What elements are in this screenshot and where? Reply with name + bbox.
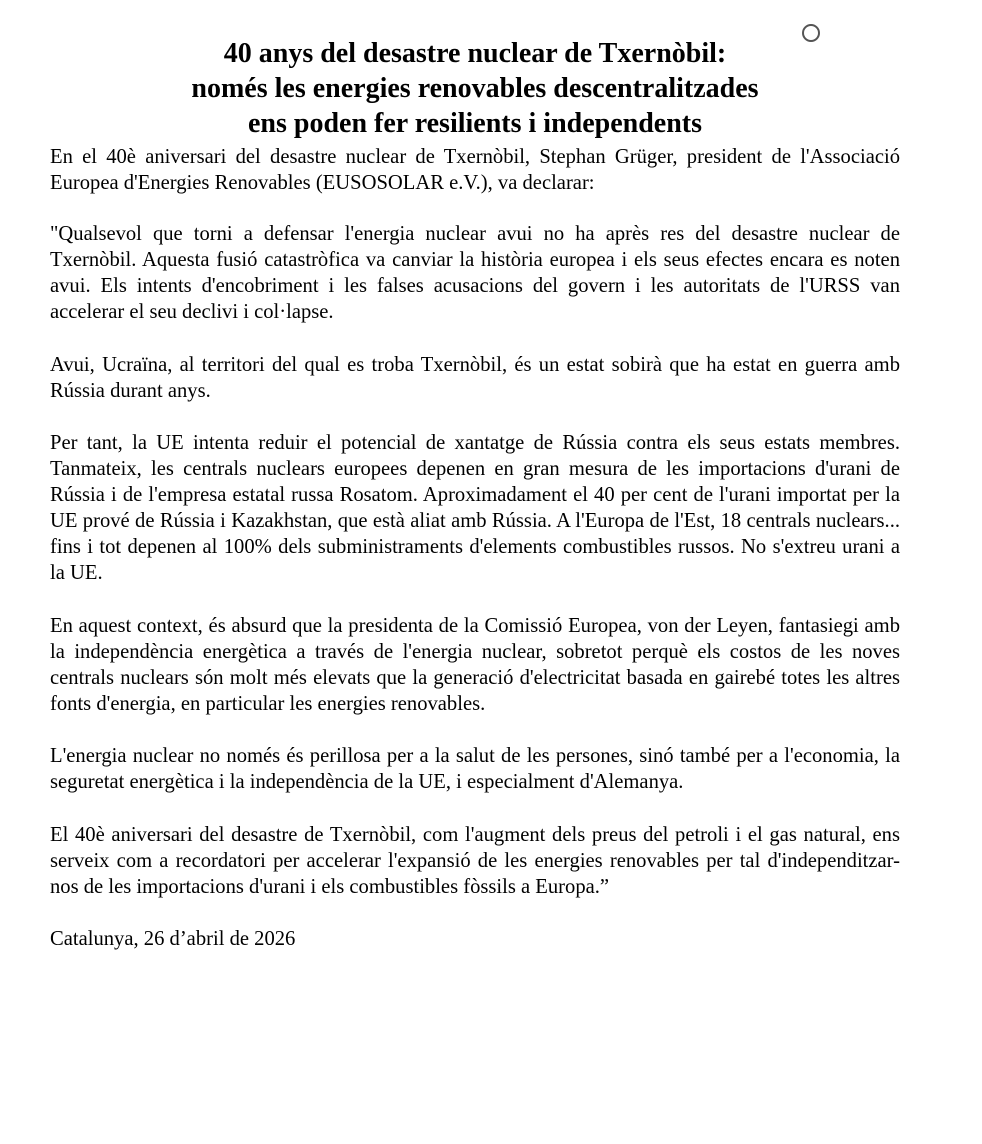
paragraph-uranium-imports: Per tant, la UE intenta reduir el potencial de xantatge de Rússia contra els seus estats membres. Tanmateix, les centrals nuclears europees depenen en gran mesura de les importacions d'urani de Rússia i de l'empresa estatal russa Rosatom. Aproximadament el 40 per cent de l'urani importat per la UE prové de Rússia i Kazakhstan, que està aliat amb Rússia. A l'Europa de l'Est, 18 centrals nuclears... fins i tot depenen al 100% dels subministraments d'elements combustibles russos. No s'extreu urani a la UE. <box>50 432 900 584</box>
paragraph-nuclear-danger: L'energia nuclear no només és perillosa per a la salut de les persones, sinó també per a l'economia, la seguretat energètica i la independència de la UE, i especialment d'Alemanya. <box>50 745 900 793</box>
paragraph-quote-opening: "Qualsevol que torni a defensar l'energia nuclear avui no ha après res del desastre nuclear de Txernòbil. Aquesta fusió catastròfica va canviar la història europea i els seus efectes encara es noten avui. Els intents d'encobriment i les falses acusacions del govern i les autoritats de l'URSS van accelerar el seu declivi i col·lapse. <box>50 223 900 323</box>
title-line-3: ens poden fer resilients i independents <box>247 108 702 139</box>
paragraph-closing-quote: El 40è aniversari del desastre de Txernòbil, com l'augment dels preus del petroli i el gas natural, ens serveix com a recordatori per accelerar l'expansió de les energies renovables per tal d'independitzar-nos de les importacions d'urani i els combustibles fòssils a Europa.” <box>50 823 900 898</box>
document-title <box>50 36 900 141</box>
press-release <box>50 36 900 952</box>
title-line-2: només les energies renovables descentralitzades <box>191 73 759 104</box>
paragraph-intro: En el 40è aniversari del desastre nuclear de Txernòbil, Stephan Grüger, president de l'Associació Europea d'Energies Renovables (EUSOSOLAR e.V.), va declarar: <box>50 146 900 194</box>
place-date-signoff: Catalunya, 26 d’abril de 2026 <box>50 928 296 950</box>
paragraph-ukraine: Avui, Ucraïna, al territori del qual es troba Txernòbil, és un estat sobirà que ha estat en guerra amb Rússia durant anys. <box>50 353 900 402</box>
paragraph-von-der-leyen: En aquest context, és absurd que la presidenta de la Comissió Europea, von der Leyen, fantasiegi amb la independència energètica a través de l'energia nuclear, sobretot perquè els costos de les noves centrals nuclears són molt més elevats que la generació d'electricitat basada en gairebé totes les altres fonts d'energia, en particular les energies renovables. <box>50 614 900 715</box>
cropped-circle-icon <box>802 24 820 42</box>
title-line-1: 40 anys del desastre nuclear de Txernòbil: <box>223 38 727 69</box>
